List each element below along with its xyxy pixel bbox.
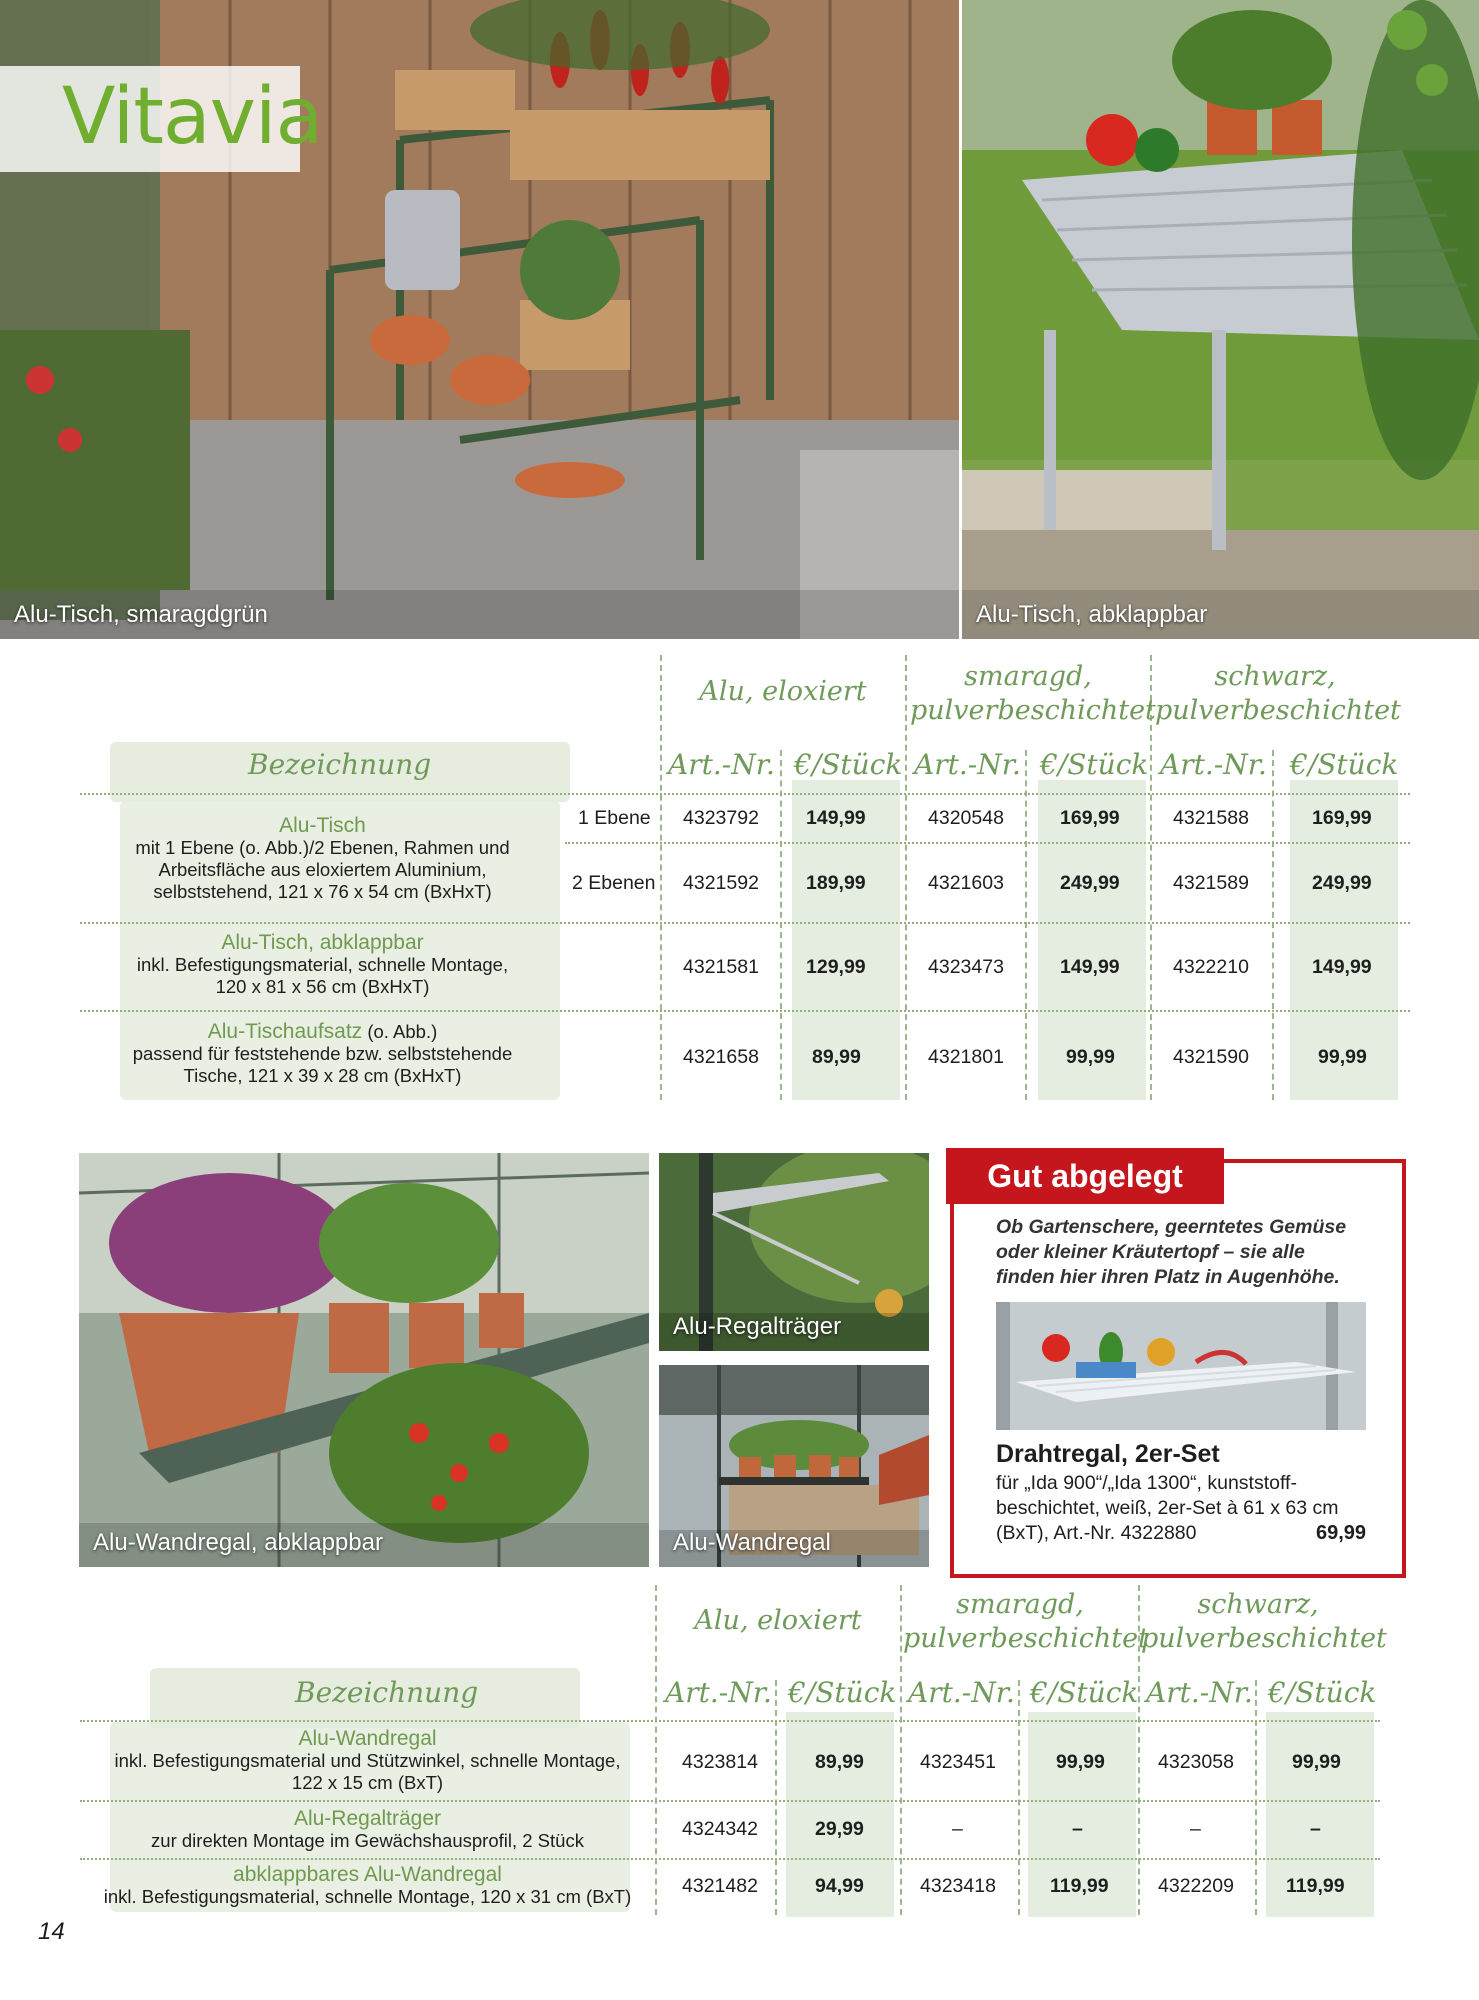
product-alu-tisch [80,815,565,903]
price: 149,99 [1060,956,1120,978]
photo-wall-shelf [659,1365,929,1567]
product-name: Alu-Tisch [279,814,366,837]
price: 89,99 [815,1751,864,1773]
article-number: – [952,1818,963,1840]
price: 149,99 [1312,956,1372,978]
product-name: abklappbares Alu-Wandregal [233,1863,502,1886]
variant-label: 2 Ebenen [572,872,656,894]
article-number: 4324342 [682,1818,758,1840]
price: 99,99 [1056,1751,1105,1773]
price: 119,99 [1050,1875,1109,1897]
promo-desc-line: beschichtet, weiß, 2er-Set à 61 x 63 cm [996,1497,1339,1519]
promo-product-name: Drahtregal, 2er-Set [996,1440,1220,1468]
col-price-3: €/Stück [1268,1676,1377,1709]
article-number: 4323814 [682,1751,758,1773]
product-note: (o. Abb.) [367,1021,438,1042]
article-number: 4321482 [682,1875,758,1897]
article-number: 4323792 [683,807,759,829]
price: 99,99 [1066,1046,1115,1068]
product-desc-line: Tische, 121 x 39 x 28 cm (BxHxT) [183,1065,462,1086]
article-number: 4321658 [683,1046,759,1068]
promo-text [996,1215,1366,1290]
group-smaragd: smaragd, pulverbeschichtet [910,661,1156,726]
promo-desc-line: für „Ida 900“/„Ida 1300“, kunststoff- [996,1472,1297,1494]
product-desc-line: 122 x 15 cm (BxT) [291,1772,444,1793]
price: 169,99 [1312,807,1372,829]
article-number: 4323473 [928,956,1004,978]
price: 119,99 [1286,1875,1345,1897]
price: 169,99 [1060,807,1120,829]
article-number: 4321590 [1173,1046,1249,1068]
price: – [1310,1818,1321,1840]
photo-table-foldable [962,0,1479,639]
promo-text-line: finden hier ihren Platz in Augenhöhe. [996,1266,1340,1288]
product-desc-line: 120 x 81 x 56 cm (BxHxT) [215,976,430,997]
article-number: 4321589 [1173,872,1249,894]
price: 149,99 [806,807,866,829]
price: 29,99 [815,1818,864,1840]
product-alu-regaltraeger [80,1808,655,1852]
product-name: Alu-Wandregal [298,1727,437,1750]
price: 94,99 [815,1875,864,1897]
product-alu-wandregal [80,1728,655,1794]
group-schwarz: schwarz, pulverbeschichtet [1141,1589,1387,1654]
product-desc-line: mit 1 Ebene (o. Abb.)/2 Ebenen, Rahmen und [135,837,510,858]
price: – [1072,1818,1083,1840]
article-number: – [1190,1818,1201,1840]
price: 129,99 [806,956,866,978]
product-alu-tisch-abklappbar [80,932,565,998]
promo-title: Gut abgelegt [946,1148,1224,1204]
promo-text-line: Ob Gartenschere, geerntetes Gemüse [996,1216,1347,1238]
col-bezeichnung: Bezeichnung [295,1676,479,1709]
photo-shelf-bracket [659,1153,929,1351]
price: 89,99 [812,1046,861,1068]
col-price-2: €/Stück [1030,1676,1139,1709]
price: 189,99 [806,872,866,894]
promo-price: 69,99 [1316,1522,1367,1544]
product-desc-line: zur direkten Montage im Gewächshausprofil, 2 Stück [151,1830,584,1851]
col-artnr-3: Art.-Nr. [1160,748,1267,781]
group-alu-eloxiert: Alu, eloxiert [694,1605,862,1636]
col-bezeichnung: Bezeichnung [248,748,432,781]
group-alu-eloxiert: Alu, eloxiert [699,676,867,707]
col-artnr-2: Art.-Nr. [914,748,1021,781]
col-artnr-2: Art.-Nr. [908,1676,1015,1709]
group-schwarz: schwarz, pulverbeschichtet [1155,661,1401,726]
promo-desc-line: (BxT), Art.-Nr. 4322880 [996,1522,1197,1544]
article-number: 4320548 [928,807,1004,829]
product-desc-line: inkl. Befestigungsmaterial und Stützwinkel, schnelle Montage, [114,1750,621,1771]
product-alu-tischaufsatz [80,1021,565,1087]
page-number: 14 [38,1918,65,1945]
product-abklappbares-wandregal [80,1864,655,1908]
product-name: Alu-Regalträger [293,1807,442,1830]
article-number: 4321592 [683,872,759,894]
price: 249,99 [1312,872,1372,894]
article-number: 4323058 [1158,1751,1234,1773]
caption-mid-right-top: Alu-Regalträger [673,1313,842,1340]
price: 99,99 [1318,1046,1367,1068]
promo-text-line: oder kleiner Kräutertopf – sie alle [996,1241,1305,1263]
caption-mid-right-bottom: Alu-Wandregal [673,1529,831,1556]
caption-top-left: Alu-Tisch, smaragdgrün [14,601,268,628]
col-price-1: €/Stück [788,1676,897,1709]
variant-label: 1 Ebene [578,807,651,829]
article-number: 4321603 [928,872,1004,894]
vitavia-logo [0,66,323,172]
brand-name: Vitavia [62,72,323,162]
article-number: 4321588 [1173,807,1249,829]
article-number: 4323418 [920,1875,996,1897]
product-name: Alu-Tisch, abklappbar [221,931,424,954]
product-desc-line: selbststehend, 121 x 76 x 54 cm (BxHxT) [153,881,492,902]
photo-table-emerald [0,0,959,639]
col-price-2: €/Stück [1040,748,1149,781]
product-desc-line: passend für feststehende bzw. selbststehende [132,1043,513,1064]
article-number: 4323451 [920,1751,996,1773]
col-artnr-1: Art.-Nr. [668,748,775,781]
article-number: 4321801 [928,1046,1004,1068]
group-smaragd: smaragd, pulverbeschichtet [903,1589,1149,1654]
product-desc-line: Arbeitsfläche aus eloxiertem Aluminium, [158,859,487,880]
product-name: Alu-Tischaufsatz [207,1020,363,1043]
caption-top-right: Alu-Tisch, abklappbar [976,601,1208,628]
photo-wall-shelf-foldable [79,1153,649,1567]
product-desc-line: inkl. Befestigungsmaterial, schnelle Montage, [136,954,509,975]
price: 99,99 [1292,1751,1341,1773]
col-artnr-3: Art.-Nr. [1146,1676,1253,1709]
col-price-1: €/Stück [794,748,903,781]
caption-mid-left: Alu-Wandregal, abklappbar [93,1529,383,1556]
col-artnr-1: Art.-Nr. [665,1676,772,1709]
article-number: 4322210 [1173,956,1249,978]
col-price-3: €/Stück [1290,748,1399,781]
article-number: 4321581 [683,956,759,978]
price: 249,99 [1060,872,1120,894]
photo-wire-shelf [996,1302,1366,1430]
article-number: 4322209 [1158,1875,1234,1897]
product-desc-line: inkl. Befestigungsmaterial, schnelle Montage, 120 x 31 cm (BxT) [103,1886,632,1907]
